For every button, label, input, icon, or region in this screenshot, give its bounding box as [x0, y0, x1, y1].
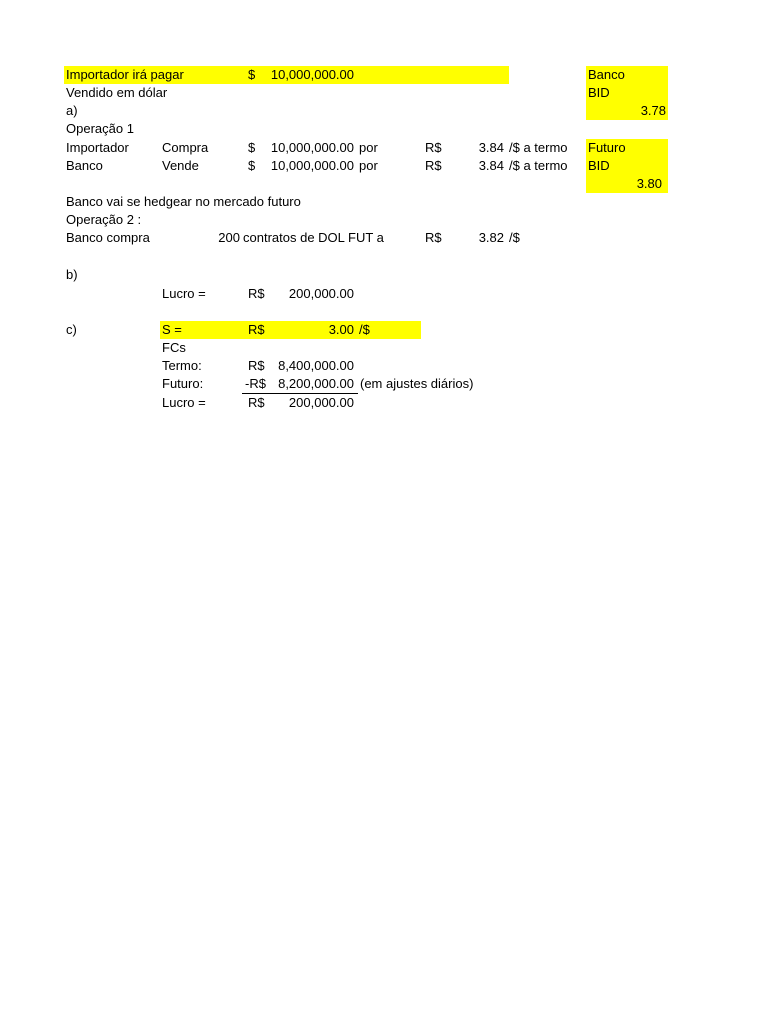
op1-row2-party: Banco [66, 158, 103, 173]
termo-value: 8,400,000.00 [278, 358, 354, 373]
op1-row2-rate: 3.84 [478, 158, 504, 173]
side-bid1-label: BID [588, 85, 610, 100]
hedge-text: Banco vai se hedgear no mercado futuro [66, 194, 301, 209]
hedge-contracts: 200 [218, 230, 240, 245]
fcs-label: FCs [162, 340, 186, 355]
side-banco-label: Banco [588, 67, 625, 82]
op1-row2-unit: /$ a termo [509, 158, 568, 173]
op1-row2-por: por [359, 158, 378, 173]
termo-label: Termo: [162, 358, 202, 373]
importador-label: Importador irá pagar [66, 67, 184, 82]
part-b-lucro-label: Lucro = [162, 286, 206, 301]
part-c-lucro-value: 200,000.00 [288, 395, 354, 410]
part-a-label: a) [66, 103, 78, 118]
hedge-rate: 3.82 [478, 230, 504, 245]
side-futuro-label: Futuro [588, 140, 626, 155]
op1-row1-unit: /$ a termo [509, 140, 568, 155]
futuro-note: (em ajustes diários) [360, 376, 474, 391]
operacao1-title: Operação 1 [66, 121, 134, 136]
op1-row1-por: por [359, 140, 378, 155]
termo-brl: R$ [248, 358, 265, 373]
spot-unit: /$ [359, 322, 370, 337]
op1-row2-amount: 10,000,000.00 [270, 158, 354, 173]
futuro-label: Futuro: [162, 376, 204, 391]
side-bid2-label: BID [588, 158, 610, 173]
amount-value: 10,000,000.00 [270, 67, 354, 82]
op1-row1-rate: 3.84 [478, 140, 504, 155]
side-bid2-value: 3.80 [636, 176, 662, 191]
part-b-value: 200,000.00 [288, 286, 354, 301]
spot-value: 3.00 [328, 322, 354, 337]
futuro-brl: -R$ [245, 376, 266, 391]
op1-row2-currency: $ [248, 158, 256, 173]
op1-row1-currency: $ [248, 140, 256, 155]
op1-row1-brl: R$ [425, 140, 442, 155]
currency-symbol: $ [248, 67, 256, 82]
hedge-brl: R$ [425, 230, 442, 245]
part-c-lucro-brl: R$ [248, 395, 265, 410]
vendido-label: Vendido em dólar [66, 85, 168, 100]
op1-row2-brl: R$ [425, 158, 442, 173]
part-c-lucro-label: Lucro = [162, 395, 206, 410]
hedge-contracts-text: contratos de DOL FUT a [243, 230, 384, 245]
op1-row2-action: Vende [162, 158, 199, 173]
part-c-label: c) [66, 322, 77, 337]
op1-row1-amount: 10,000,000.00 [270, 140, 354, 155]
part-b-brl: R$ [248, 286, 265, 301]
operacao2-title: Operação 2 : [66, 212, 142, 227]
hedge-party: Banco compra [66, 230, 150, 245]
side-bid1-value: 3.78 [640, 103, 666, 118]
spot-label: S = [162, 322, 182, 337]
op1-row1-action: Compra [162, 140, 209, 155]
part-b-label: b) [66, 267, 78, 282]
futuro-value: 8,200,000.00 [278, 376, 354, 391]
op1-row1-party: Importador [66, 140, 129, 155]
spot-brl: R$ [248, 322, 265, 337]
hedge-unit: /$ [509, 230, 520, 245]
